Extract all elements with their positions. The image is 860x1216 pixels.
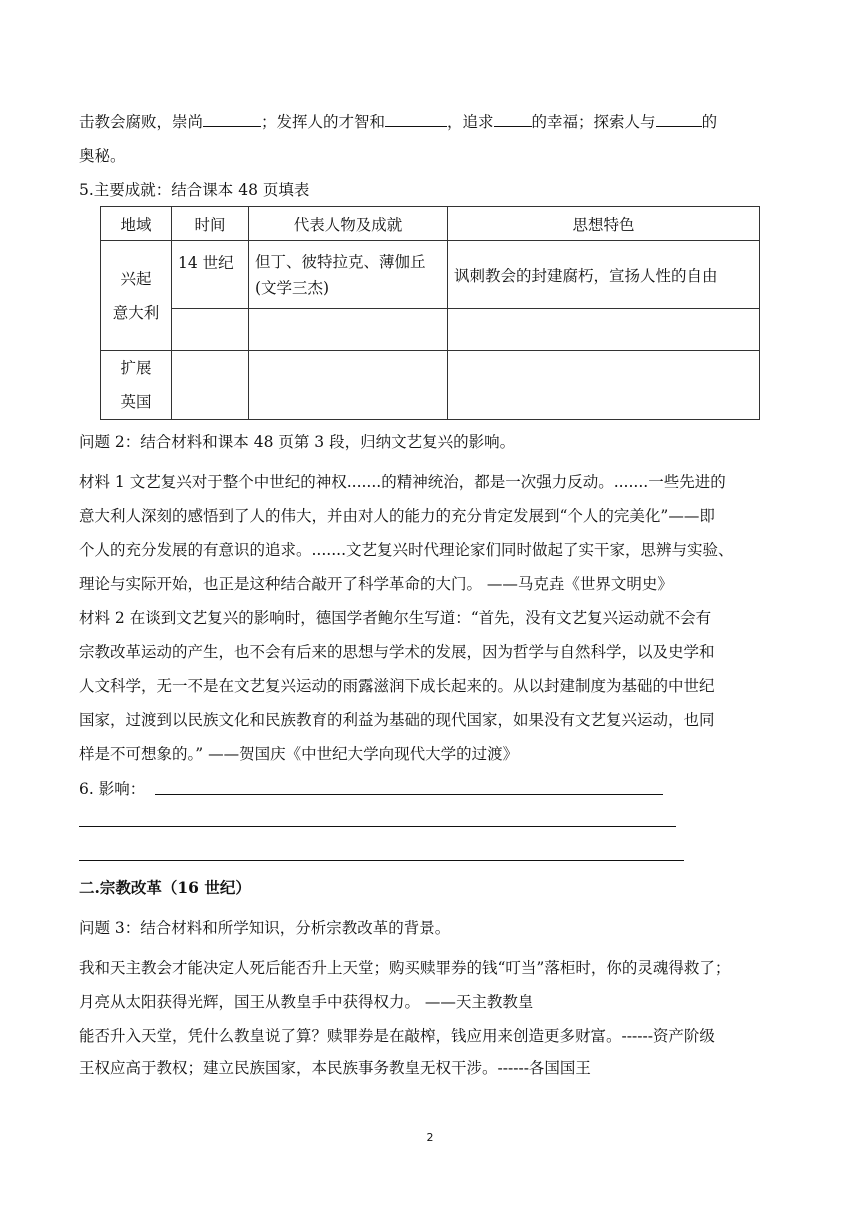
cell-people (249, 241, 448, 309)
intro-line-2: 奥秘。 (79, 147, 126, 165)
fill-blank[interactable] (494, 112, 532, 127)
intro-text-b: ；发挥人的才智和 (261, 113, 386, 131)
fill-blank[interactable] (385, 112, 447, 127)
question-2: 问题 2：结合材料和课本 48 页第 3 段，归纳文艺复兴的影响。 (79, 433, 516, 451)
intro-text-e: 的 (701, 113, 718, 131)
material-1-line-1: 材料 1 文艺复兴对于整个中世纪的神权.......的精神统治，都是一次强力反动。.......一些先进的 (79, 473, 726, 491)
bourgeois-line: 能否升入天堂，凭什么教皇说了算？赎罪券是在敲榨，钱应用来创造更多财富。------资产阶级 (79, 1027, 715, 1045)
header-region: 地域 (101, 207, 172, 241)
intro-text-d: 的幸福；探索人与 (531, 113, 656, 131)
region-england-l1: 扩展 (120, 359, 152, 377)
table-row (101, 309, 760, 351)
intro-text-a: 击教会腐败，崇尚 (79, 113, 204, 131)
cell-feature: 讽刺教会的封建腐朽，宣扬人性的自由 (448, 241, 760, 309)
question-3: 问题 3：结合材料和所学知识，分析宗教改革的背景。 (79, 919, 451, 937)
cell-region-italy (101, 241, 172, 351)
intro-line-1 (79, 112, 717, 132)
region-italy-l2: 意大利 (112, 303, 160, 322)
header-people: 代表人物及成就 (249, 207, 448, 241)
material-2-line-3: 人文科学，无一不是在文艺复兴运动的雨露滋润下成长起来的。从以封建制度为基础的中世纪 (79, 677, 715, 695)
region-england-l2: 英国 (120, 393, 152, 411)
church-line-1: 我和天主教会才能决定人死后能否升上天堂；购买赎罪券的钱“叮当”落柜时，你的灵魂得救了； (79, 959, 731, 977)
people-line-1: 但丁、彼特拉克、薄伽丘 (255, 252, 426, 271)
achievements-table (100, 206, 760, 420)
material-1-line-2: 意大利人深刻的感悟到了人的伟大，并由对人的能力的充分肯定发展到“个人的完美化”——即 (79, 507, 715, 525)
empty-cell[interactable] (249, 351, 448, 420)
empty-cell[interactable] (172, 351, 249, 420)
empty-cell[interactable] (448, 351, 760, 420)
material-1-line-4: 理论与实际开始，也正是这种结合敲开了科学革命的大门。 ——马克垚《世界文明史》 (79, 575, 673, 593)
section-5-title: 5.主要成就：结合课本 48 页填表 (79, 181, 310, 199)
material-2-line-5: 样是不可想象的。” ——贺国庆《中世纪大学向现代大学的过渡》 (79, 745, 519, 763)
table-row (101, 351, 760, 420)
people-line-2: (文学三杰) (255, 278, 330, 297)
fill-blank[interactable] (203, 112, 261, 127)
empty-cell[interactable] (172, 309, 249, 351)
intro-text-c: ，追求 (447, 113, 494, 131)
header-feature: 思想特色 (448, 207, 760, 241)
page-number: 2 (426, 1131, 434, 1144)
cell-region-england (101, 351, 172, 420)
material-1-line-3: 个人的充分发展的有意识的追求。.......文艺复兴时代理论家们同时做起了实干家，思辨与实验、 (79, 541, 734, 559)
material-2-line-1: 材料 2 在谈到文艺复兴的影响时，德国学者鲍尔生写道：“首先，没有文艺复兴运动就不会有 (79, 609, 712, 627)
kings-line: 王权应高于教权；建立民族国家，本民族事务教皇无权干涉。------各国国王 (79, 1059, 591, 1077)
cell-time-14c: 14 世纪 (172, 241, 249, 309)
header-time: 时间 (172, 207, 249, 241)
empty-cell[interactable] (249, 309, 448, 351)
item-6-label: 6. 影响： (79, 780, 146, 798)
answer-line[interactable] (155, 794, 663, 795)
answer-line[interactable] (79, 826, 676, 827)
material-2-line-2: 宗教改革运动的产生，也不会有后来的思想与学术的发展，因为哲学与自然科学，以及史学和 (79, 643, 715, 661)
fill-blank[interactable] (656, 112, 702, 127)
answer-line[interactable] (79, 860, 684, 861)
material-2-line-4: 国家，过渡到以民族文化和民族教育的利益为基础的现代国家，如果没有文艺复兴运动，也同 (79, 711, 715, 729)
section-2-title: 二.宗教改革（16 世纪） (79, 878, 251, 897)
table-header-row (101, 207, 760, 241)
church-line-2: 月亮从太阳获得光辉，国王从教皇手中获得权力。 ——天主教教皇 (79, 993, 534, 1011)
table-row (101, 241, 760, 309)
empty-cell[interactable] (448, 309, 760, 351)
region-italy-l1: 兴起 (120, 269, 152, 288)
